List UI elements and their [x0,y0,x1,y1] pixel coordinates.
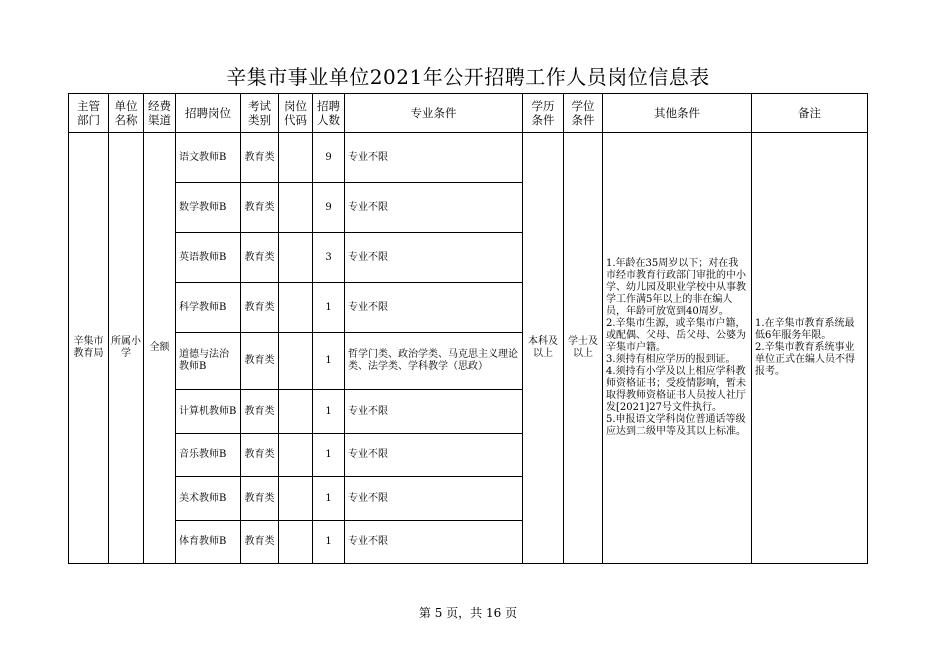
unit-cell: 所属小学 [109,133,144,564]
major-cell: 专业不限 [345,390,523,434]
header-degree: 学位 条件 [564,94,603,133]
code-cell [279,390,313,434]
position-cell: 美术教师B [176,477,241,521]
major-cell: 专业不限 [345,233,523,283]
count-cell: 9 [313,183,345,233]
count-cell: 1 [313,521,345,564]
major-cell: 专业不限 [345,133,523,183]
exam-cell: 教育类 [241,390,279,434]
other-condition-4: 4.须持有小学及以上相应学科教师资格证书；受疫情影响，暂未取得教师资格证书人员按人社厅发[2021]27号文件执行。 [606,366,746,413]
other-conditions-cell [603,133,752,564]
page-footer: 第 5 页，共 16 页 [418,606,518,620]
header-major: 专业条件 [345,94,523,133]
count-cell: 3 [313,233,345,283]
degree-cell: 学士及以上 [564,133,603,564]
position-cell: 数学教师B [176,183,241,233]
header-edu: 学历 条件 [523,94,564,133]
other-condition-3: 3.须持有相应学历的报到证。 [606,354,736,365]
code-cell [279,183,313,233]
header-position: 招聘岗位 [176,94,241,133]
exam-cell: 教育类 [241,333,279,390]
count-cell: 1 [313,434,345,477]
other-condition-2: 2.辛集市生源，或辛集市户籍，或配偶、父母、岳父母、公婆为辛集市户籍。 [606,318,746,353]
page-title: 辛集市事业单位2021年公开招聘工作人员岗位信息表 [226,65,710,89]
remark-2: 2.辛集市教育系统事业单位正式在编人员不得报考。 [755,342,855,377]
count-cell: 1 [313,283,345,333]
position-cell: 体育教师B [176,521,241,564]
major-cell: 专业不限 [345,477,523,521]
exam-cell: 教育类 [241,233,279,283]
major-cell: 专业不限 [345,283,523,333]
code-cell [279,333,313,390]
remark-1: 1.在辛集市教育系统最低6年服务年限。 [755,318,855,341]
exam-cell: 教育类 [241,283,279,333]
dept-cell: 辛集市教育局 [69,133,109,564]
code-cell [279,521,313,564]
header-dept: 主管 部门 [69,94,109,133]
major-cell: 专业不限 [345,183,523,233]
code-cell [279,477,313,521]
recruitment-table [68,93,868,564]
position-cell: 计算机教师B [176,390,241,434]
position-cell: 语文教师B [176,133,241,183]
exam-cell: 教育类 [241,521,279,564]
count-cell: 9 [313,133,345,183]
header-fund: 经费 渠道 [144,94,176,133]
position-cell: 音乐教师B [176,434,241,477]
header-exam: 考试 类别 [241,94,279,133]
major-cell: 专业不限 [345,434,523,477]
header-count: 招聘 人数 [313,94,345,133]
position-cell: 道德与法治教师B [176,333,241,390]
table-header-row [69,94,868,133]
code-cell [279,283,313,333]
code-cell [279,133,313,183]
exam-cell: 教育类 [241,434,279,477]
position-cell: 英语教师B [176,233,241,283]
edu-cell: 本科及以上 [523,133,564,564]
exam-cell: 教育类 [241,133,279,183]
header-unit: 单位 名称 [109,94,144,133]
code-cell [279,434,313,477]
count-cell: 1 [313,477,345,521]
header-code: 岗位 代码 [279,94,313,133]
major-cell: 哲学门类、政治学类、马克思主义理论类、法学类、学科教学（思政） [345,333,523,390]
other-condition-1: 1.年龄在35周岁以下；对在我市经市教育行政部门审批的中小学、幼儿园及职业学校中从事教学工作满5年以上的非在编人员，年龄可放宽到40周岁。 [606,258,746,317]
fund-cell: 全额 [144,133,176,564]
code-cell [279,233,313,283]
count-cell: 1 [313,390,345,434]
position-cell: 科学教师B [176,283,241,333]
major-cell: 专业不限 [345,521,523,564]
header-other: 其他条件 [603,94,752,133]
count-cell: 1 [313,333,345,390]
table-row [69,133,868,183]
exam-cell: 教育类 [241,477,279,521]
exam-cell: 教育类 [241,183,279,233]
header-remark: 备注 [752,94,868,133]
other-condition-5: 5.申报语文学科岗位普通话等级应达到二级甲等及其以上标准。 [606,414,746,437]
remarks-cell [752,133,868,564]
